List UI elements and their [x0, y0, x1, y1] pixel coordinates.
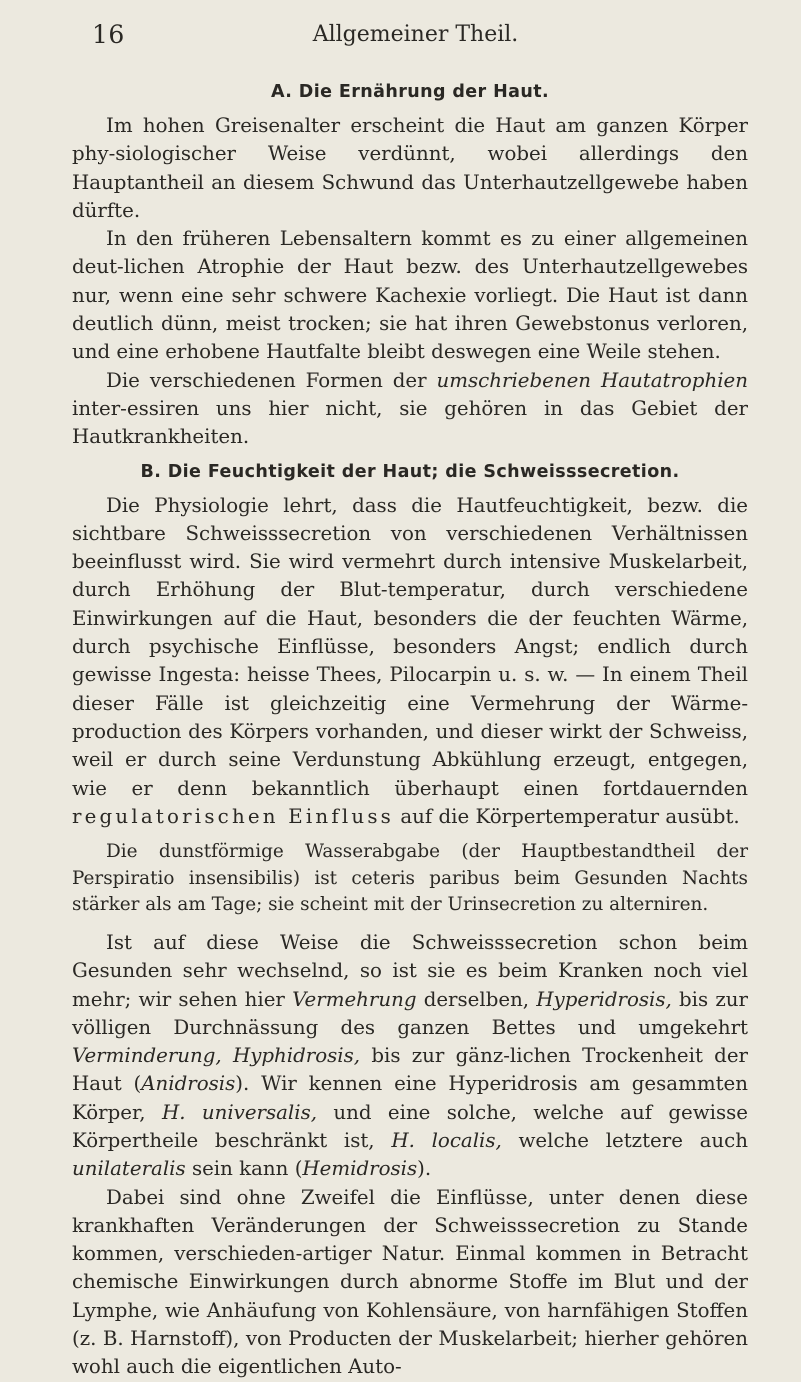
section-a-paragraph-2: In den früheren Lebensaltern kommt es zu einer allgemeinen deut-lichen Atrophie der Haut bezw. des Unterhautzellgewebes nur, wenn eine sehr schwere Kachexie vorliegt. Die Haut ist dann deutlich dünn, meist trocken; sie hat ihren Gewebstonus verloren, und eine erhobene Hautfalte bleibt deswegen eine Weile stehen.	[72, 227, 748, 364]
section-b-paragraph-3: Ist auf diese Weise die Schweisssecretion schon beim Gesunden sehr wechselnd, so ist sie es beim Kranken noch viel mehr; wir sehen hier Vermehrung derselben, Hyperidrosis, bis zur völligen Durchnässung des ganzen Bettes und umgekehrt Verminderung, Hyphidrosis, bis zur gänz-lichen Trockenheit der Haut (Anidrosis). Wir kennen eine Hyperidrosis am gesammten Körper, H. universalis, und eine solche, welche auf gewisse Körpertheile beschränkt ist, H. localis, welche letztere auch unilateralis sein kann (Hemidrosis).	[72, 930, 749, 1181]
spaced-emphasis: regulatorischen Einfluss	[72, 804, 395, 828]
section-b-paragraph-4: Dabei sind ohne Zweifel die Einflüsse, unter denen diese krankhaften Veränderungen der Schweisssecretion zu Stande kommen, verschieden-artiger Natur. Einmal kommen in Betracht chemische Einwirkungen durch abnorme Stoffe im Blut und der Lymphe, wie Anhäufung von Kohlensäure, von harnfähigen Stoffen (z. B. Harnstoff), von Producten der Muskelarbeit; hierher gehören wohl auch die eigentlichen Auto-	[72, 1185, 748, 1379]
page-number: 16	[92, 20, 125, 49]
italic-term: umschriebenen Hautatrophien	[436, 368, 748, 392]
page-body	[72, 82, 748, 1382]
section-b-title: B. Die Feuchtigkeit der Haut; die Schweisssecretion.	[140, 461, 680, 482]
section-a-paragraph-3: Die verschiedenen Formen der umschriebenen Hautatrophien inter-essiren uns hier nicht, sie gehören in das Gebiet der Hautkrankheiten.	[72, 368, 748, 449]
section-b-paragraph-1: Die Physiologie lehrt, dass die Hautfeuchtigkeit, bezw. die sichtbare Schweisssecretion von verschiedenen Verhältnissen beeinflusst wird. Sie wird vermehrt durch intensive Muskelarbeit, durch Erhöhung der Blut-temperatur, durch verschiedene Einwirkungen auf die Haut, besonders die der feuchten Wärme, durch psychische Einflüsse, besonders Angst; endlich durch gewisse Ingesta: heisse Thees, Pilocarpin u. s. w. — In einem Theil dieser Fälle ist gleichzeitig eine Vermehrung der Wärme-production des Körpers vorhanden, und dieser wirkt der Schweiss, weil er durch seine Verdunstung Abkühlung erzeugt, entgegen, wie er denn bekanntlich überhaupt einen fortdauernden regulatorischen Einfluss auf die Körpertemperatur ausübt.	[72, 493, 748, 828]
running-head: Allgemeiner Theil.	[312, 22, 519, 47]
section-b-small-paragraph: Die dunstförmige Wasserabgabe (der Hauptbestandtheil der Perspiratio insensibilis) ist ceteris paribus beim Gesunden Nachts stärker als am Tage; sie scheint mit der Urinsecretion zu alterniren.	[72, 841, 748, 916]
section-a-title: A. Die Ernährung der Haut.	[270, 82, 550, 102]
section-a-paragraph-1: Im hohen Greisenalter erscheint die Haut am ganzen Körper phy-siologischer Weise verdünnt, wobei allerdings den Hauptantheil an diesem Schwund das Unterhautzellgewebe haben dürfte.	[72, 114, 748, 222]
